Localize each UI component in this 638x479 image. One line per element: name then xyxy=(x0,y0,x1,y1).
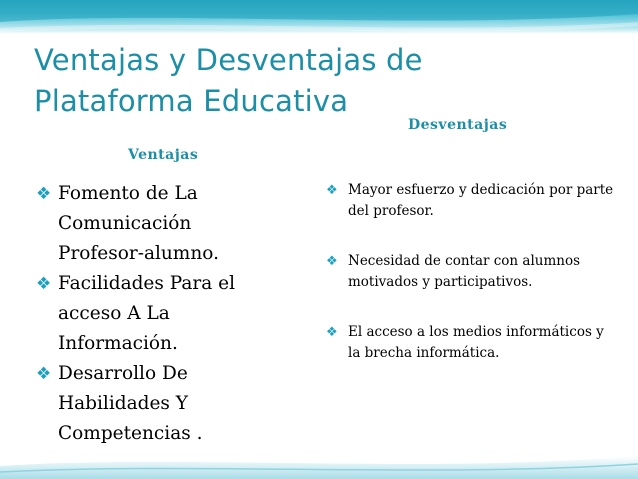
ventajas-item xyxy=(36,359,276,449)
desventajas-item xyxy=(326,251,616,293)
desventajas-list xyxy=(326,180,616,364)
desventajas-item-text: Necesidad de contar con alumnos motivados y participativos. xyxy=(348,253,581,290)
ventajas-item-text: Facilidades Para el acceso A La Información. xyxy=(58,273,236,354)
desventajas-header: Desventajas xyxy=(408,117,508,133)
diamond-bullet-icon: ❖ xyxy=(326,325,338,340)
ventajas-item-text: Desarrollo De Habilidades Y Competencias . xyxy=(58,363,203,444)
slide-title: Ventajas y Desventajas de Plataforma Educativa xyxy=(34,43,423,118)
desventajas-item-text: El acceso a los medios informáticos y la brecha informática. xyxy=(348,324,604,361)
diamond-bullet-icon: ❖ xyxy=(36,364,52,384)
ventajas-list xyxy=(36,179,276,449)
ventajas-item xyxy=(36,179,276,269)
diamond-bullet-icon: ❖ xyxy=(326,254,338,269)
desventajas-item xyxy=(326,322,616,364)
bottom-swoosh-decoration xyxy=(0,448,638,479)
ventajas-header: Ventajas xyxy=(128,147,199,163)
top-swoosh-decoration xyxy=(0,0,638,40)
desventajas-item-text: Mayor esfuerzo y dedicación por parte del profesor. xyxy=(348,182,614,219)
ventajas-item-text: Fomento de La Comunicación Profesor-alumno. xyxy=(58,183,219,264)
diamond-bullet-icon: ❖ xyxy=(326,183,338,198)
diamond-bullet-icon: ❖ xyxy=(36,184,52,204)
diamond-bullet-icon: ❖ xyxy=(36,274,52,294)
desventajas-item xyxy=(326,180,616,222)
ventajas-item xyxy=(36,269,276,359)
